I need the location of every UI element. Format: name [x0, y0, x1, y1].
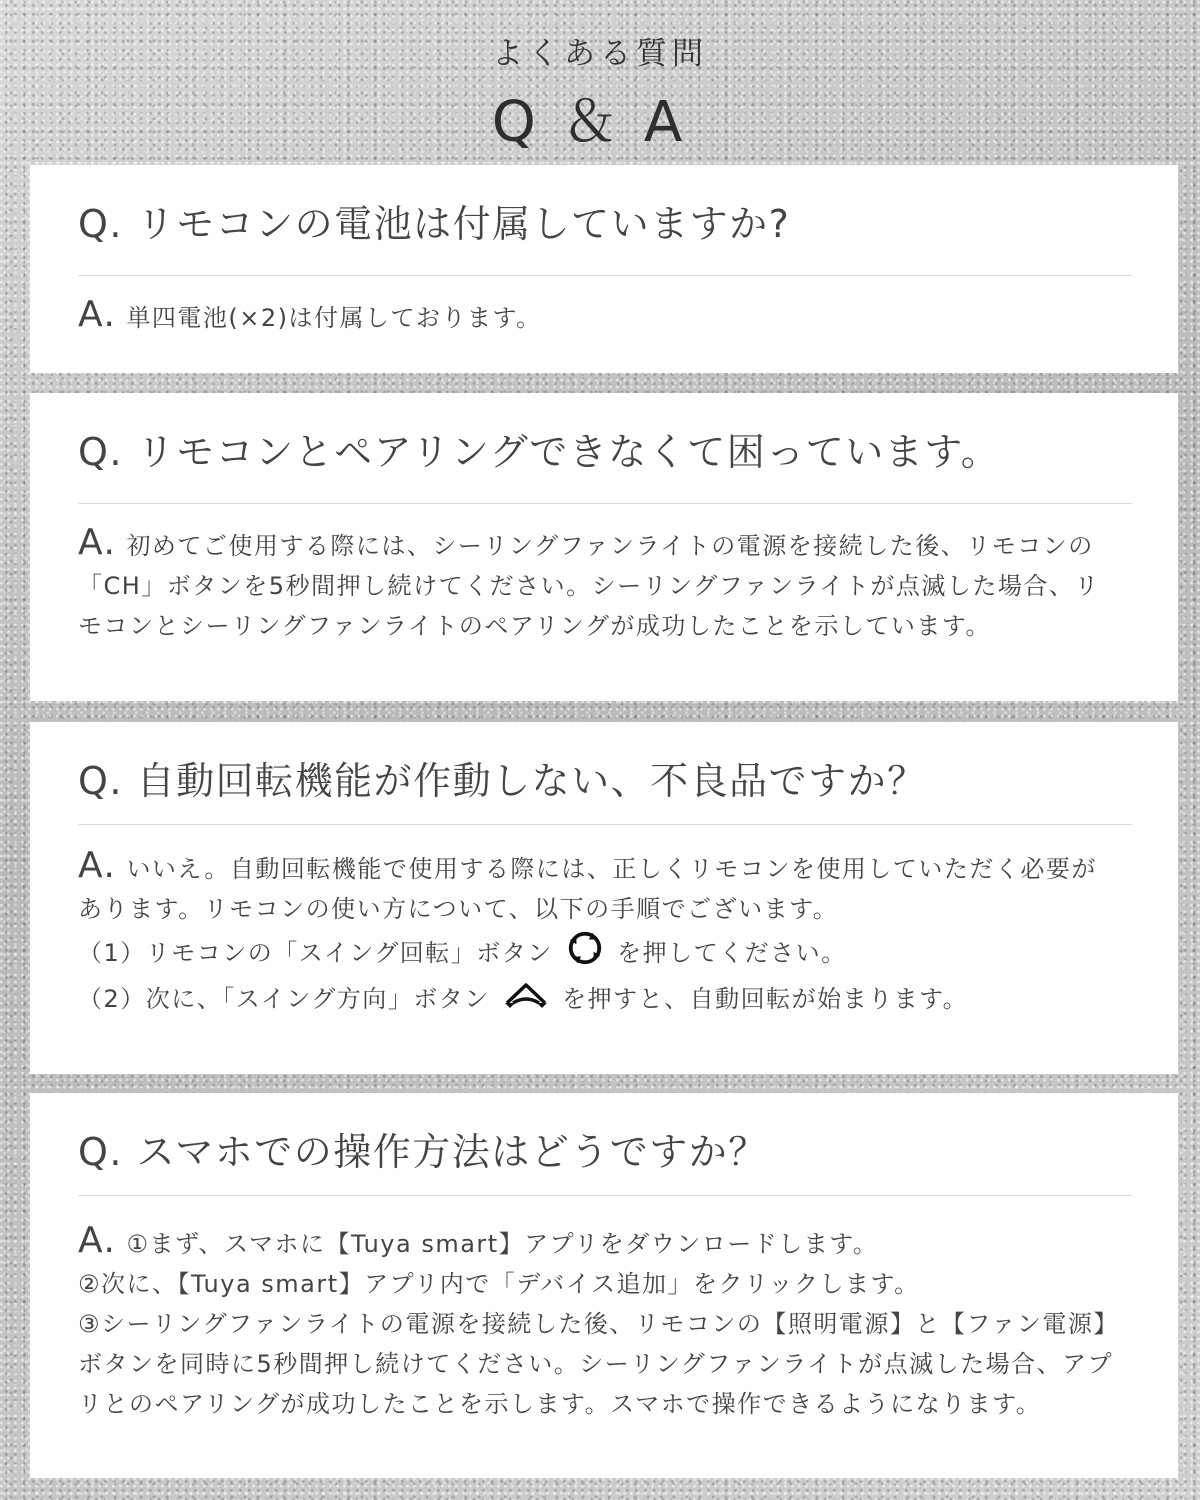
faq-answer: [78, 1221, 1134, 1424]
divider: [78, 1195, 1132, 1196]
answer-mark: A.: [78, 1220, 117, 1261]
faq-card-1: [30, 165, 1178, 373]
step-2-text-after: を押すと、自動回転が始まります。: [562, 985, 969, 1013]
header: [0, 0, 1200, 160]
swing-rotation-icon: [566, 929, 604, 979]
answer-line: ボタンを同時に5秒間押し続けてください。シーリングファンライトが点滅した場合、アプ: [78, 1350, 1114, 1378]
answer-line: ②次に、【Tuya smart】アプリ内で「デバイス追加」をクリックします。: [78, 1270, 920, 1298]
divider: [78, 503, 1132, 504]
step-1: [78, 929, 1134, 979]
faq-answer: [78, 295, 1134, 338]
answer-line: いいえ。自動回転機能で使用する際には、正しくリモコンを使用していただく必要が: [126, 855, 1097, 883]
faq-card-2: [30, 393, 1178, 701]
faq-question: Q. スマホでの操作方法はどうですか？: [78, 1130, 768, 1174]
faq-question: Q. リモコンとペアリングできなくて困っています。: [78, 430, 1001, 474]
swing-direction-icon: [503, 979, 549, 1021]
step-2: [78, 979, 1134, 1021]
step-1-text: （1）リモコンの「スイング回転」ボタン: [78, 939, 553, 967]
answer-line: ①まず、スマホに【Tuya smart】アプリをダウンロードします。: [126, 1230, 879, 1258]
faq-card-3: [30, 722, 1178, 1074]
answer-line: 初めてご使用する際には、シーリングファンライトの電源を接続した後、リモコンの: [126, 532, 1094, 560]
answer-line: ③シーリングファンライトの電源を接続した後、リモコンの【照明電源】と【ファン電源】: [78, 1310, 1119, 1338]
divider: [78, 824, 1132, 825]
answer-line: 「CH」ボタンを5秒間押し続けてください。シーリングファンライトが点滅した場合、リ: [78, 572, 1100, 600]
answer-mark: A.: [78, 522, 117, 563]
answer-line: 単四電池(×2)は付属しております。: [126, 304, 542, 332]
divider: [78, 275, 1132, 276]
step-2-text: （2）次に、「スイング方向」ボタン: [78, 985, 490, 1013]
step-1-text-after: を押してください。: [617, 939, 847, 967]
answer-mark: A.: [78, 845, 117, 886]
faq-answer: [78, 523, 1134, 646]
faq-question: Q. リモコンの電池は付属していますか?: [78, 202, 791, 246]
faq-question: Q. 自動回転機能が作動しない、不良品ですか？: [78, 759, 927, 803]
answer-line: あります。リモコンの使い方について、以下の手順でございます。: [78, 895, 839, 923]
faq-card-4: [30, 1093, 1178, 1478]
page-subtitle: よくある質問: [492, 36, 708, 72]
answer-mark: A.: [78, 294, 117, 335]
faq-answer: [78, 846, 1134, 1021]
page-title: Q＆A: [491, 90, 709, 155]
answer-line: リとのペアリングが成功したことを示します。スマホで操作できるようになります。: [78, 1390, 1042, 1418]
answer-line: モコンとシーリングファンライトのペアリングが成功したことを示しています。: [78, 612, 991, 640]
